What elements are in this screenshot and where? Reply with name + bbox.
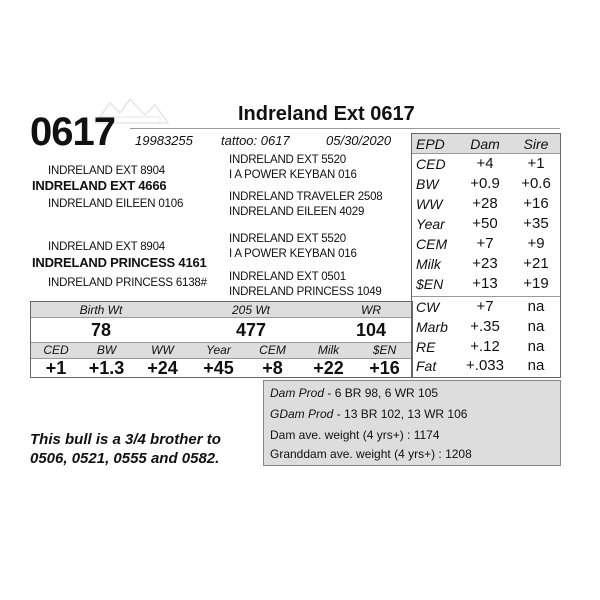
bull-epd-label-en: $EN <box>372 343 397 357</box>
bull-epd-value-bw: +1.3 <box>88 358 125 378</box>
sibling-note-line-2: 0506, 0521, 0555 and 0582. <box>30 450 220 467</box>
epd-row-sire: +19 <box>523 275 549 292</box>
gdam-prod-value: - 13 BR 102, 13 WR 106 <box>333 407 468 421</box>
epd-table <box>411 133 561 378</box>
epd-row-fat <box>412 357 560 377</box>
epd-row-sire: +9 <box>527 235 545 252</box>
epd-row-label: RE <box>416 339 436 355</box>
epd-row-ww <box>412 195 560 215</box>
epd-row-dam: +23 <box>472 255 498 272</box>
epd-row-en <box>412 275 560 295</box>
epd-table-header <box>412 134 560 154</box>
epd-row-sire: +1 <box>527 155 545 172</box>
epd-row-label: Marb <box>416 319 448 335</box>
bull-epd-label-year: Year <box>206 343 231 357</box>
gdam-prod-line <box>270 407 467 421</box>
epd-row-dam: +28 <box>472 195 498 212</box>
title-divider <box>130 128 560 129</box>
pedigree-dam-sire: INDRELAND EXT 8904 <box>48 241 165 253</box>
birth-weight-label: Birth Wt <box>79 303 123 317</box>
epd-row-marb <box>412 318 560 338</box>
epd-header-dam: Dam <box>470 136 500 152</box>
sibling-note-line-1: This bull is a 3/4 brother to <box>30 431 221 448</box>
weaning-weight-label: 205 Wt <box>231 303 270 317</box>
epd-row-label: Fat <box>416 358 437 374</box>
epd-row-sire: +21 <box>523 255 549 272</box>
pedigree-ss-sire: INDRELAND EXT 5520 <box>229 154 346 166</box>
pedigree-ds-sire: INDRELAND EXT 5520 <box>229 233 346 245</box>
bull-epd-label-ced: CED <box>43 343 69 357</box>
epd-row-cw <box>412 298 560 318</box>
bull-epd-label-milk: Milk <box>317 343 340 357</box>
epd-row-label: Milk <box>416 256 441 272</box>
animal-name: Indreland Ext 0617 <box>238 103 415 125</box>
epd-row-dam: +4 <box>476 155 494 172</box>
epd-row-dam: +13 <box>472 275 498 292</box>
epd-row-dam: +50 <box>472 215 498 232</box>
performance-box <box>30 301 413 378</box>
epd-row-label: Year <box>416 216 445 232</box>
bull-epd-value-ced: +1 <box>45 358 67 378</box>
epd-row-milk <box>412 255 560 275</box>
epd-row-label: BW <box>416 176 439 192</box>
epd-row-dam: +.35 <box>470 318 500 335</box>
bull-epd-value-ww: +24 <box>147 358 178 378</box>
pedigree-dam: INDRELAND PRINCESS 4161 <box>32 255 207 270</box>
epd-row-dam: +.12 <box>470 338 500 355</box>
epd-row-sire: na <box>527 357 545 374</box>
dam-prod-label: Dam Prod <box>270 386 325 400</box>
pedigree-dam-dam: INDRELAND PRINCESS 6138# <box>48 277 207 289</box>
bull-epd-label-ww: WW <box>151 343 174 357</box>
epd-row-year <box>412 215 560 235</box>
epd-row-dam: +7 <box>476 235 494 252</box>
weaning-weight-value: 477 <box>235 320 267 340</box>
epd-row-dam: +.033 <box>466 357 504 374</box>
pedigree-sd-sire: INDRELAND TRAVELER 2508 <box>229 191 383 203</box>
registration-number: 19983255 <box>135 133 193 148</box>
epd-row-cem <box>412 235 560 255</box>
epd-row-label: WW <box>416 196 443 212</box>
pedigree-sire: INDRELAND EXT 4666 <box>32 178 167 193</box>
dam-average-weight: Dam ave. weight (4 yrs+) : 1174 <box>270 428 440 442</box>
epd-row-sire: +35 <box>523 215 549 232</box>
pedigree-sire-sire: INDRELAND EXT 8904 <box>48 165 165 177</box>
epd-row-label: CW <box>416 299 440 315</box>
epd-row-ced <box>412 155 560 175</box>
epd-row-label: CEM <box>416 236 448 252</box>
epd-row-sire: na <box>527 298 545 315</box>
birth-weight-value: 78 <box>90 320 112 340</box>
epd-row-bw <box>412 175 560 195</box>
bull-epd-label-bw: BW <box>96 343 117 357</box>
epd-row-dam: +7 <box>476 298 494 315</box>
bull-epd-value-year: +45 <box>203 358 234 378</box>
pedigree-ds-dam: I A POWER KEYBAN 016 <box>229 248 357 260</box>
epd-row-re <box>412 338 560 358</box>
epd-row-label: CED <box>416 156 446 172</box>
epd-header-sire: Sire <box>523 136 549 152</box>
birth-date: 05/30/2020 <box>326 133 392 148</box>
epd-row-sire: na <box>527 318 545 335</box>
epd-header-label: EPD <box>416 136 445 152</box>
epd-row-label: $EN <box>416 276 444 292</box>
epd-row-dam: +0.9 <box>470 175 500 192</box>
bull-epd-label-cem: CEM <box>259 343 286 357</box>
bull-epd-value-en: +16 <box>369 358 400 378</box>
weaning-ratio-value: 104 <box>355 320 387 340</box>
granddam-average-weight: Granddam ave. weight (4 yrs+) : 1208 <box>270 447 472 461</box>
weaning-ratio-label: WR <box>361 303 381 317</box>
pedigree-dd-sire: INDRELAND EXT 0501 <box>229 271 346 283</box>
bull-epd-value-cem: +8 <box>262 358 283 378</box>
pedigree-ss-dam: I A POWER KEYBAN 016 <box>229 169 357 181</box>
dam-production-box <box>263 380 561 466</box>
bull-epd-value-milk: +22 <box>313 358 344 378</box>
epd-row-sire: na <box>527 338 545 355</box>
pedigree-dd-dam: INDRELAND PRINCESS 1049 <box>229 286 382 298</box>
gdam-prod-label: GDam Prod <box>270 407 334 421</box>
epd-row-sire: +16 <box>523 195 549 212</box>
lot-number: 0617 <box>30 110 115 154</box>
epd-row-sire: +0.6 <box>521 175 551 192</box>
tattoo: tattoo: 0617 <box>221 133 290 148</box>
sibling-note <box>30 430 260 468</box>
dam-prod-value: - 6 BR 98, 6 WR 105 <box>324 386 439 400</box>
pedigree-sd-dam: INDRELAND EILEEN 4029 <box>229 206 365 218</box>
pedigree-sire-dam: INDRELAND EILEEN 0106 <box>48 198 184 210</box>
dam-prod-line <box>270 386 438 400</box>
epd-table-divider <box>412 296 560 297</box>
